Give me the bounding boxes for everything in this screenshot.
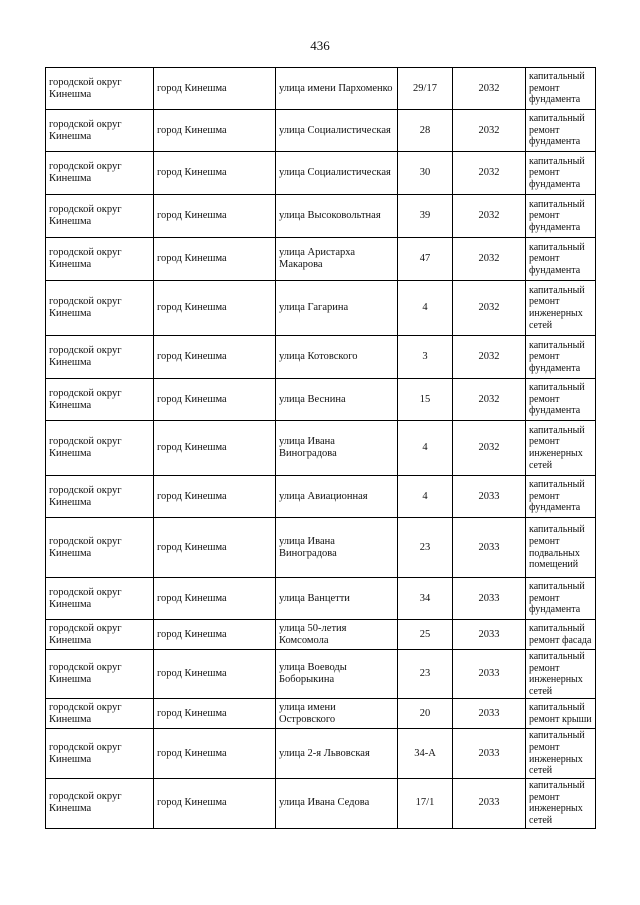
city-cell: город Кинешма: [154, 518, 276, 578]
house-number-cell: 15: [398, 379, 453, 421]
city-cell: город Кинешма: [154, 729, 276, 778]
year-cell: 2032: [453, 336, 526, 379]
work-type-cell: капитальный ремонт фундамента: [526, 476, 596, 518]
year-cell: 2032: [453, 281, 526, 336]
table-row: [46, 281, 596, 336]
district-cell: городской округ Кинешма: [46, 336, 154, 379]
table-row: [46, 620, 596, 650]
street-cell: улица имени Островского: [276, 699, 398, 729]
table-row: [46, 152, 596, 195]
year-cell: 2032: [453, 68, 526, 110]
city-cell: город Кинешма: [154, 578, 276, 620]
year-cell: 2032: [453, 238, 526, 281]
table-body: [46, 68, 596, 829]
district-cell: городской округ Кинешма: [46, 620, 154, 650]
work-type-cell: капитальный ремонт фундамента: [526, 336, 596, 379]
district-cell: городской округ Кинешма: [46, 729, 154, 778]
work-type-cell: капитальный ремонт инженерных сетей: [526, 281, 596, 336]
table-row: [46, 238, 596, 281]
city-cell: город Кинешма: [154, 421, 276, 476]
house-number-cell: 25: [398, 620, 453, 650]
street-cell: улица Аристарха Макарова: [276, 238, 398, 281]
house-number-cell: 34: [398, 578, 453, 620]
year-cell: 2032: [453, 110, 526, 152]
work-type-cell: капитальный ремонт фундамента: [526, 238, 596, 281]
city-cell: город Кинешма: [154, 336, 276, 379]
work-type-cell: капитальный ремонт фундамента: [526, 195, 596, 238]
year-cell: 2032: [453, 152, 526, 195]
work-type-cell: капитальный ремонт инженерных сетей: [526, 650, 596, 699]
house-number-cell: 3: [398, 336, 453, 379]
district-cell: городской округ Кинешма: [46, 238, 154, 281]
street-cell: улица Высоковольтная: [276, 195, 398, 238]
work-type-cell: капитальный ремонт фундамента: [526, 379, 596, 421]
city-cell: город Кинешма: [154, 152, 276, 195]
table-row: [46, 195, 596, 238]
year-cell: 2033: [453, 650, 526, 699]
street-cell: улица 50-летия Комсомола: [276, 620, 398, 650]
city-cell: город Кинешма: [154, 650, 276, 699]
year-cell: 2033: [453, 518, 526, 578]
district-cell: городской округ Кинешма: [46, 110, 154, 152]
street-cell: улица 2-я Львовская: [276, 729, 398, 778]
table-row: [46, 68, 596, 110]
street-cell: улица Воеводы Боборыкина: [276, 650, 398, 699]
street-cell: улица Ивана Виноградова: [276, 518, 398, 578]
year-cell: 2033: [453, 476, 526, 518]
table-row: [46, 110, 596, 152]
street-cell: улица Авиационная: [276, 476, 398, 518]
table-row: [46, 421, 596, 476]
house-number-cell: 34-А: [398, 729, 453, 778]
table-row: [46, 336, 596, 379]
district-cell: городской округ Кинешма: [46, 476, 154, 518]
house-number-cell: 4: [398, 476, 453, 518]
house-number-cell: 4: [398, 421, 453, 476]
city-cell: город Кинешма: [154, 778, 276, 828]
city-cell: город Кинешма: [154, 238, 276, 281]
street-cell: улица Ивана Виноградова: [276, 421, 398, 476]
house-number-cell: 29/17: [398, 68, 453, 110]
work-type-cell: капитальный ремонт инженерных сетей: [526, 421, 596, 476]
house-number-cell: 39: [398, 195, 453, 238]
table-row: [46, 379, 596, 421]
street-cell: улица Веснина: [276, 379, 398, 421]
year-cell: 2033: [453, 578, 526, 620]
work-type-cell: капитальный ремонт фасада: [526, 620, 596, 650]
year-cell: 2033: [453, 778, 526, 828]
table-row: [46, 729, 596, 778]
district-cell: городской округ Кинешма: [46, 518, 154, 578]
street-cell: улица Ивана Седова: [276, 778, 398, 828]
house-number-cell: 4: [398, 281, 453, 336]
house-number-cell: 20: [398, 699, 453, 729]
district-cell: городской округ Кинешма: [46, 195, 154, 238]
district-cell: городской округ Кинешма: [46, 152, 154, 195]
work-type-cell: капитальный ремонт подвальных помещений: [526, 518, 596, 578]
work-type-cell: капитальный ремонт инженерных сетей: [526, 778, 596, 828]
work-type-cell: капитальный ремонт фундамента: [526, 578, 596, 620]
house-number-cell: 17/1: [398, 778, 453, 828]
district-cell: городской округ Кинешма: [46, 379, 154, 421]
year-cell: 2032: [453, 379, 526, 421]
work-type-cell: капитальный ремонт фундамента: [526, 68, 596, 110]
city-cell: город Кинешма: [154, 379, 276, 421]
work-type-cell: капитальный ремонт крыши: [526, 699, 596, 729]
house-number-cell: 47: [398, 238, 453, 281]
year-cell: 2032: [453, 195, 526, 238]
street-cell: улица Гагарина: [276, 281, 398, 336]
table-row: [46, 650, 596, 699]
district-cell: городской округ Кинешма: [46, 68, 154, 110]
year-cell: 2033: [453, 699, 526, 729]
district-cell: городской округ Кинешма: [46, 699, 154, 729]
page-number: 436: [310, 38, 330, 53]
year-cell: 2033: [453, 729, 526, 778]
house-number-cell: 28: [398, 110, 453, 152]
table-row: [46, 518, 596, 578]
table-row: [46, 476, 596, 518]
year-cell: 2032: [453, 421, 526, 476]
district-cell: городской округ Кинешма: [46, 650, 154, 699]
house-number-cell: 30: [398, 152, 453, 195]
street-cell: улица Котовского: [276, 336, 398, 379]
district-cell: городской округ Кинешма: [46, 778, 154, 828]
district-cell: городской округ Кинешма: [46, 281, 154, 336]
work-type-cell: капитальный ремонт фундамента: [526, 152, 596, 195]
city-cell: город Кинешма: [154, 476, 276, 518]
housing-repair-table: [45, 67, 596, 829]
street-cell: улица имени Пархоменко: [276, 68, 398, 110]
house-number-cell: 23: [398, 518, 453, 578]
table-row: [46, 778, 596, 828]
table-row: [46, 699, 596, 729]
city-cell: город Кинешма: [154, 699, 276, 729]
city-cell: город Кинешма: [154, 195, 276, 238]
table-row: [46, 578, 596, 620]
district-cell: городской округ Кинешма: [46, 578, 154, 620]
work-type-cell: капитальный ремонт фундамента: [526, 110, 596, 152]
house-number-cell: 23: [398, 650, 453, 699]
city-cell: город Кинешма: [154, 620, 276, 650]
street-cell: улица Социалистическая: [276, 110, 398, 152]
year-cell: 2033: [453, 620, 526, 650]
city-cell: город Кинешма: [154, 110, 276, 152]
work-type-cell: капитальный ремонт инженерных сетей: [526, 729, 596, 778]
city-cell: город Кинешма: [154, 281, 276, 336]
district-cell: городской округ Кинешма: [46, 421, 154, 476]
street-cell: улица Ванцетти: [276, 578, 398, 620]
street-cell: улица Социалистическая: [276, 152, 398, 195]
city-cell: город Кинешма: [154, 68, 276, 110]
